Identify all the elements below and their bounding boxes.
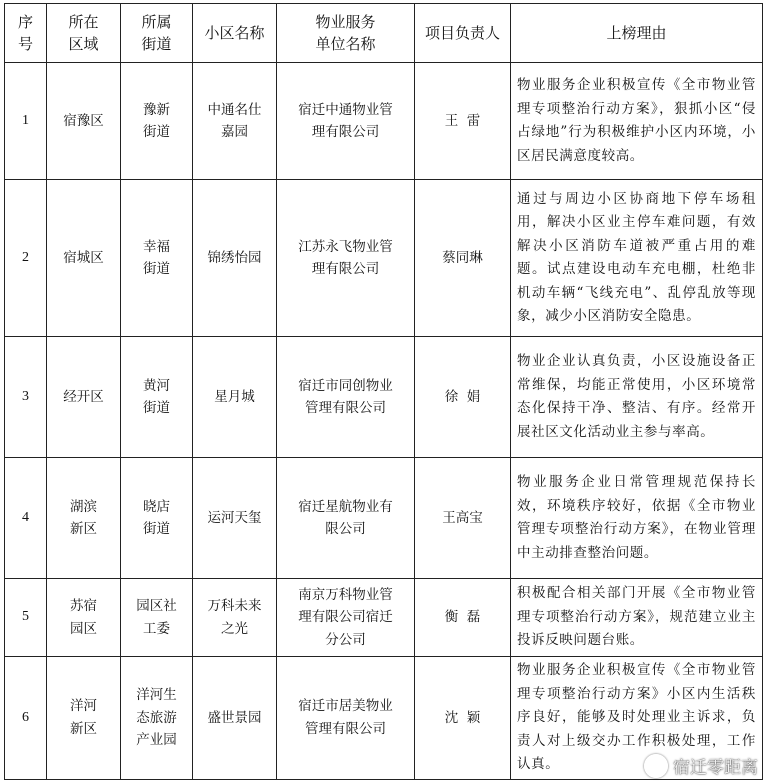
table-row bbox=[5, 63, 763, 180]
cell-person: 沈 颖 bbox=[415, 657, 511, 780]
cell-reason: 物业服务企业积极宣传《全市物业管理专项整治行动方案》，狠抓小区“侵占绿地”行为积极维护小区内环境，小区居民满意度较高。 bbox=[511, 63, 763, 180]
cell-no: 3 bbox=[5, 337, 47, 458]
table-row bbox=[5, 458, 763, 579]
cell-community: 盛世景园 bbox=[193, 657, 277, 780]
table-row bbox=[5, 337, 763, 458]
cell-street: 豫新 街道 bbox=[121, 63, 193, 180]
cell-person: 王高宝 bbox=[415, 458, 511, 579]
header-community: 小区名称 bbox=[193, 4, 277, 63]
cell-person: 蔡同琳 bbox=[415, 180, 511, 337]
cell-person: 衡 磊 bbox=[415, 579, 511, 657]
header-no: 序 号 bbox=[5, 4, 47, 63]
cell-street: 园区社 工委 bbox=[121, 579, 193, 657]
table-row bbox=[5, 180, 763, 337]
cell-company: 南京万科物业管 理有限公司宿迁 分公司 bbox=[277, 579, 415, 657]
cell-community: 万科未来 之光 bbox=[193, 579, 277, 657]
header-row bbox=[5, 4, 763, 63]
cell-company: 宿迁市同创物业 管理有限公司 bbox=[277, 337, 415, 458]
cell-no: 2 bbox=[5, 180, 47, 337]
cell-community: 星月城 bbox=[193, 337, 277, 458]
cell-reason: 物业企业认真负责，小区设施设备正常维保，均能正常使用，小区环境常态化保持干净、整洁、有序。经常开展社区文化活动业主参与率高。 bbox=[511, 337, 763, 458]
watermark bbox=[644, 753, 758, 778]
cell-no: 1 bbox=[5, 63, 47, 180]
cell-reason: 通过与周边小区协商地下停车场租用，解决小区业主停车难问题，有效解决小区消防车道被严重占用的难题。试点建设电动车充电棚，杜绝非机动车辆“飞线充电”、乱停乱放等现象，减少小区消防安全隐患。 bbox=[511, 180, 763, 337]
cell-community: 中通名仕 嘉园 bbox=[193, 63, 277, 180]
cell-company: 宿迁星航物业有 限公司 bbox=[277, 458, 415, 579]
cell-district: 宿城区 bbox=[47, 180, 121, 337]
cell-district: 经开区 bbox=[47, 337, 121, 458]
header-district: 所在 区域 bbox=[47, 4, 121, 63]
header-person: 项目负责人 bbox=[415, 4, 511, 63]
cell-company: 江苏永飞物业管 理有限公司 bbox=[277, 180, 415, 337]
cell-no: 6 bbox=[5, 657, 47, 780]
cell-reason: 积极配合相关部门开展《全市物业管理专项整治行动方案》，规范建立业主投诉反映问题台账。 bbox=[511, 579, 763, 657]
cell-street: 黄河 街道 bbox=[121, 337, 193, 458]
table-row bbox=[5, 579, 763, 657]
cell-district: 苏宿 园区 bbox=[47, 579, 121, 657]
cell-no: 5 bbox=[5, 579, 47, 657]
cell-person: 徐 娟 bbox=[415, 337, 511, 458]
cell-community: 运河天玺 bbox=[193, 458, 277, 579]
cell-street: 晓店 街道 bbox=[121, 458, 193, 579]
cell-community: 锦绣怡园 bbox=[193, 180, 277, 337]
watermark-logo-icon bbox=[644, 754, 668, 778]
header-street: 所属 街道 bbox=[121, 4, 193, 63]
header-reason: 上榜理由 bbox=[511, 4, 763, 63]
cell-district: 洋河 新区 bbox=[47, 657, 121, 780]
header-company: 物业服务 单位名称 bbox=[277, 4, 415, 63]
cell-reason: 物业服务企业积极宣传《全市物业管理专项整治行动方案》小区内生活秩序良好，能够及时处理业主诉求，负责人对上级交办工作积极处理，工作认真。 bbox=[511, 657, 763, 780]
cell-district: 湖滨 新区 bbox=[47, 458, 121, 579]
cell-company: 宿迁中通物业管 理有限公司 bbox=[277, 63, 415, 180]
watermark-text: 宿迁零距离 bbox=[673, 758, 758, 778]
cell-person: 王 雷 bbox=[415, 63, 511, 180]
cell-reason: 物业服务企业日常管理规范保持长效，环境秩序较好，依据《全市物业管理专项整治行动方案》，在物业管理中主动排查整治问题。 bbox=[511, 458, 763, 579]
cell-no: 4 bbox=[5, 458, 47, 579]
cell-street: 洋河生 态旅游 产业园 bbox=[121, 657, 193, 780]
cell-company: 宿迁市居美物业 管理有限公司 bbox=[277, 657, 415, 780]
award-table bbox=[4, 3, 763, 780]
cell-district: 宿豫区 bbox=[47, 63, 121, 180]
cell-street: 幸福 街道 bbox=[121, 180, 193, 337]
